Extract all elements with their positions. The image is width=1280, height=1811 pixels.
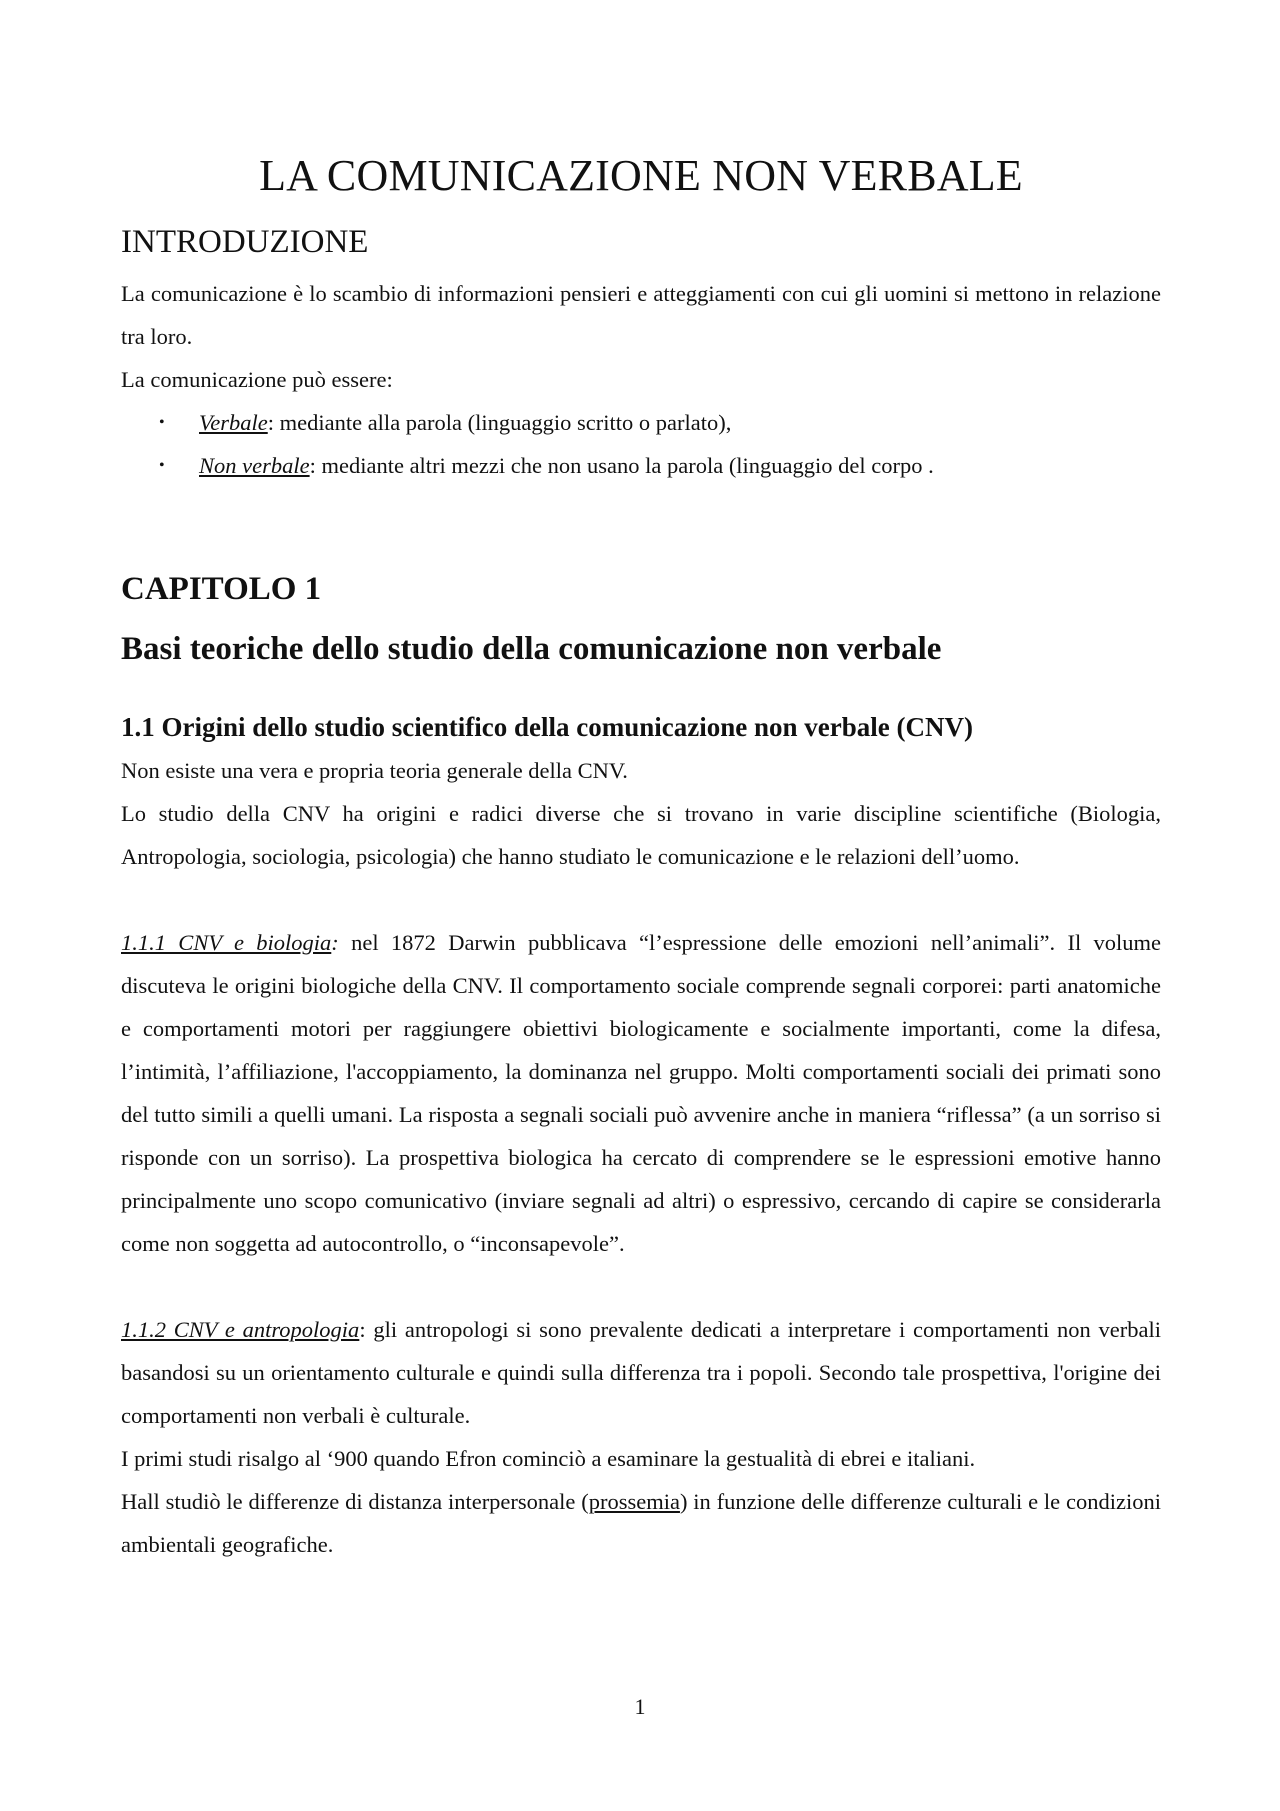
- list-item-text: : mediante altri mezzi che non usano la parola (linguaggio del corpo .: [309, 453, 934, 478]
- intro-lead-paragraph: La comunicazione può essere:: [121, 367, 393, 392]
- page-number: 1: [634, 1694, 646, 1719]
- section-paragraph: Lo studio della CNV ha origini e radici diverse che si trovano in varie discipline scientifiche (Biologia, Antropologia, sociologia, psicologia) che hanno studiato le comunicazione e le relazioni dell’uomo.: [121, 801, 1161, 869]
- subsection-antropologia-paragraph: [121, 1308, 1161, 1437]
- list-item: [121, 444, 1161, 487]
- section-title: 1.1 Origini dello studio scientifico della comunicazione non verbale (CNV): [121, 712, 973, 742]
- subsection-biologia-title: 1.1.1 CNV e biologia: [121, 930, 332, 955]
- term-prossemia: prossemia: [588, 1489, 680, 1514]
- document-title: LA COMUNICAZIONE NON VERBALE: [259, 151, 1023, 200]
- subsection-biologia-text: nel 1872 Darwin pubblicava “l’espressione delle emozioni nell’animali”. Il volume discuteva le origini biologiche della CNV. Il comportamento sociale comprende segnali corporei: parti anatomiche e comportamenti motori per raggiungere obiettivi biologicamente e socialmente importanti, come la difesa, l’intimità, l’affiliazione, l'accoppiamento, la dominanza nel gruppo. Molti comportamenti sociali dei primati sono del tutto simili a quelli umani. La risposta a segnali sociali può avvenire anche in maniera “riflessa” (a un sorriso si risponde con un sorriso). La prospettiva biologica ha cercato di comprendere se le espressioni emotive hanno principalmente uno scopo comunicativo (inviare segnali ad altri) o espressivo, cercando di capire se considerarla come non soggetta ad autocontrollo, o “inconsapevole”.: [121, 930, 1162, 1256]
- spacer: [121, 878, 1161, 921]
- section-paragraph: Non esiste una vera e propria teoria generale della CNV.: [121, 758, 628, 783]
- spacer: [121, 1265, 1161, 1308]
- list-item-text: : mediante alla parola (linguaggio scritto o parlato),: [267, 410, 732, 435]
- page-content: [121, 148, 1161, 1566]
- subsection-antropologia-title: 1.1.2 CNV e antropologia: [121, 1317, 360, 1342]
- communication-types-list: [121, 401, 1161, 487]
- list-item: [121, 401, 1161, 444]
- hall-text-end: ) in funzione delle differenze culturali e le condizioni ambientali geografiche.: [121, 1489, 1161, 1557]
- hall-text-start: Hall studiò le differenze di distanza interpersonale (: [121, 1489, 589, 1514]
- chapter-number: CAPITOLO 1: [121, 571, 322, 607]
- subsection-antropologia-text: : gli antropologi si sono prevalente dedicati a interpretare i comportamenti non verbali basandosi su un orientamento culturale e quindi sulla differenza tra i popoli. Secondo tale prospettiva, l'origine dei comportamenti non verbali è culturale.: [121, 1317, 1161, 1428]
- intro-heading: INTRODUZIONE: [121, 224, 369, 260]
- hall-paragraph: [121, 1480, 1161, 1566]
- bullet-icon: •: [159, 414, 165, 431]
- intro-paragraph: La comunicazione è lo scambio di informazioni pensieri e atteggiamenti con cui gli uomini si mettono in relazione tra loro.: [121, 281, 1161, 349]
- bullet-icon: •: [159, 457, 165, 474]
- term-verbale: Verbale: [199, 410, 268, 435]
- subsection-biologia-colon: :: [331, 930, 339, 955]
- efron-paragraph: I primi studi risalgo al ‘900 quando Efron cominciò a esaminare la gestualità di ebrei e italiani.: [121, 1446, 976, 1471]
- subsection-biologia-paragraph: [121, 921, 1161, 1265]
- term-non-verbale: Non verbale: [199, 453, 310, 478]
- chapter-title: Basi teoriche dello studio della comunicazione non verbale: [121, 631, 942, 667]
